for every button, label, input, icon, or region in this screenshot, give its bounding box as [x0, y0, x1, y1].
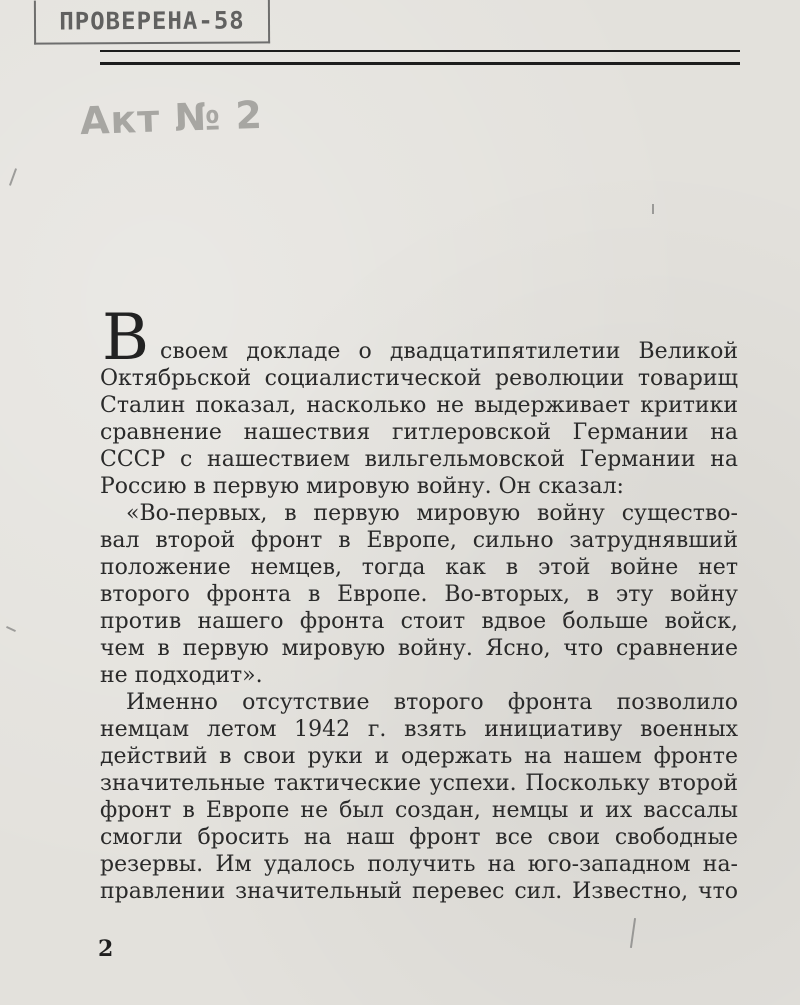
- header-rule-thick: [100, 62, 740, 65]
- text-line: вал второй фронт в Европе, сильно затруднявший: [100, 528, 738, 553]
- text-line: значительные тактические успехи. Поскольку второй: [100, 771, 738, 796]
- text-line: немцам летом 1942 г. взять инициативу военных: [100, 717, 738, 742]
- stray-mark: [630, 918, 636, 948]
- verification-stamp: [34, 0, 270, 45]
- text-line: сравнение нашествия гитлеровской Германии на: [100, 420, 738, 445]
- header-rule-thin: [100, 50, 740, 52]
- text-line: Именно отсутствие второго фронта позволило: [126, 690, 738, 715]
- drop-cap: В: [102, 301, 150, 375]
- stray-mark: [6, 626, 16, 632]
- verification-stamp-text: ПРОВЕРЕНА-58: [59, 6, 245, 36]
- text-line: Октябрьской социалистической революции товарищ: [100, 366, 738, 391]
- text-line: второго фронта в Европе. Во-вторых, в эту войну: [100, 582, 738, 607]
- text-line: резервы. Им удалось получить на юго-западном на-: [100, 852, 738, 877]
- act-stamp: Акт № 2: [79, 92, 264, 144]
- text-line: «Во-первых, в первую мировую войну существо-: [126, 501, 738, 526]
- text-line: смогли бросить на наш фронт все свои свободные: [100, 825, 738, 850]
- text-line: против нашего фронта стоит вдвое больше войск,: [100, 609, 738, 634]
- page-number: 2: [98, 936, 114, 962]
- text-line: СССР с нашествием вильгельмовской Германии на: [100, 447, 738, 472]
- stray-mark: [9, 168, 17, 186]
- body-text: [100, 365, 738, 905]
- text-line: чем в первую мировую войну. Ясно, что сравнение: [100, 636, 738, 661]
- text-line: правлении значительный перевес сил. Известно, что: [100, 879, 738, 904]
- text-line: фронт в Европе не был создан, немцы и их вассалы: [100, 798, 738, 823]
- text-line: своем докладе о двадцатипятилетии Великой: [160, 339, 738, 364]
- first-text-line: [160, 338, 738, 365]
- text-line: действий в свои руки и одержать на нашем фронте: [100, 744, 738, 769]
- text-line: Россию в первую мировую войну. Он сказал:: [100, 474, 624, 499]
- text-line: положение немцев, тогда как в этой войне нет: [100, 555, 738, 580]
- text-line: не подходит».: [100, 663, 263, 688]
- stray-mark: [652, 204, 654, 214]
- text-line: Сталин показал, насколько не выдерживает критики: [100, 393, 738, 418]
